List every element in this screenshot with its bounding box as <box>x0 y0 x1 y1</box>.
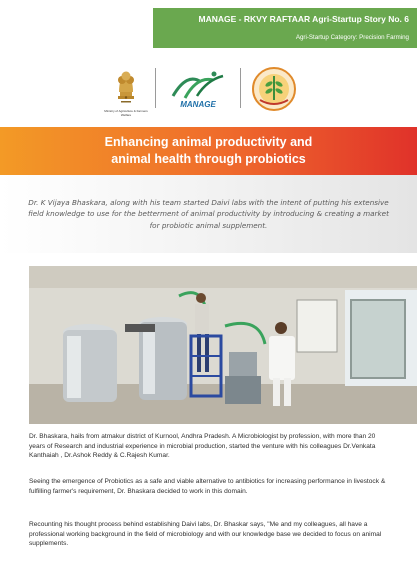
logo-strip <box>0 60 417 122</box>
page-title <box>59 134 359 168</box>
logo-divider <box>155 68 156 108</box>
national-emblem-icon <box>111 66 141 110</box>
title-line-1: Enhancing animal productivity and <box>104 135 313 150</box>
body-paragraph-1: Dr. Bhaskara, hails from atmakur district of Kurnool, Andhra Pradesh. A Microbiologist by profession, with more than 20 years of Research and industrial experience in microbial production, started the venture with his colleagues Dr.Venkata Kanthaiah , Dr.Ashok Reddy & C.Rajesh Kumar. <box>29 433 376 460</box>
title-banner <box>0 127 417 175</box>
intro-band <box>0 175 417 253</box>
startup-category: Agri-Startup Category: Precision Farming <box>295 34 409 41</box>
manage-wordmark: MANAGE <box>180 100 216 109</box>
manage-logo-icon <box>167 66 229 110</box>
title-line-2: animal health through probiotics <box>111 152 306 166</box>
rkvy-raftaar-logo-icon <box>250 66 298 112</box>
body-paragraph-3: Recounting his thought process behind establishing Daivi labs, Dr. Bhaskar says, "Me and my colleagues, all have a professional working background in the field of microbiology and with our knowledge base we decided to focus on animal supplements. <box>29 521 382 548</box>
ministry-caption: Ministry of Agriculture & Farmers Welfare <box>104 109 148 117</box>
intro-summary: Dr. K Vijaya Bhaskara, along with his team started Daivi labs with the intent of putting his extensive field knowledge to use for the betterment of animal productivity by introducing & creating a market for probiotic animal supplement. <box>28 197 389 230</box>
story-header-band <box>153 8 417 48</box>
body-paragraph-2: Seeing the emergence of Probiotics as a safe and viable alternative to antibiotics for increasing performance in livestock & fulfilling farmer's requirement, Dr. Bhaskara decided to work in this domain. <box>29 478 386 495</box>
lab-photo <box>29 266 417 424</box>
logo-divider <box>240 68 241 108</box>
story-title: MANAGE - RKVY RAFTAAR Agri-Startup Story No. 6 <box>198 14 409 24</box>
